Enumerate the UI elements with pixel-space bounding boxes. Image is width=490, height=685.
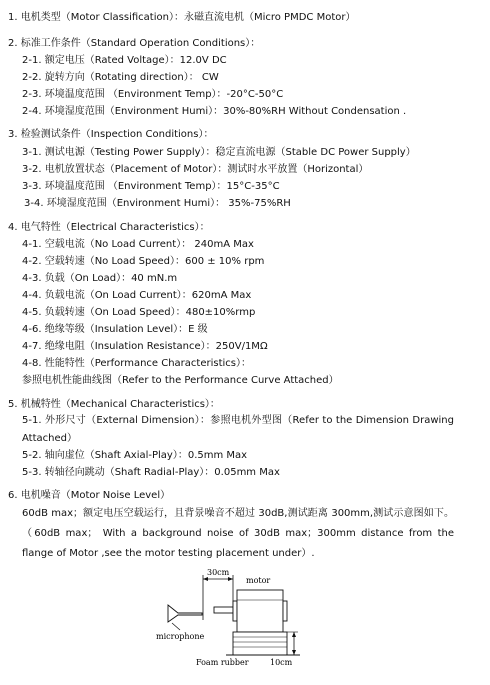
item-4-1: 4-1. 空载电流（No Load Current）： 240mA Max [22, 239, 254, 250]
item-5-1: 5-1. 外形尺寸（External Dimension）：参照电机外型图（Refer to the Dimension Drawing Attached） [22, 415, 454, 444]
motor-label: motor [246, 576, 271, 585]
microphone-label: microphone [156, 632, 205, 641]
section-5-title: 5. 机械特性（Mechanical Characteristics）： [8, 399, 220, 410]
noise-description: 60dB max；额定电压空载运行，且背景噪音不超过 30dB,测试距离 300mm,测试示意图如下。（60dB max； With a background noise of 30dB max；300mm distance from the flange of Motor ,see the motor testing placement under）. [22, 508, 454, 559]
item-3-1: 3-1. 测试电源（Testing Power Supply）：稳定直流电源（Stable DC Power Supply） [22, 147, 416, 158]
item-2-1: 2-1. 额定电压（Rated Voltage）：12.0V DC [22, 55, 227, 66]
arrow-down-icon [292, 650, 296, 655]
section-6-title: 6. 电机噪音（Motor Noise Level） [8, 490, 171, 501]
performance-curve-reference: 参照电机性能曲线图（Refer to the Performance Curve Attached） [22, 375, 339, 386]
microphone-icon [168, 605, 202, 622]
motor-body [237, 590, 283, 632]
item-3-3: 3-3. 环境温度范围 （Environment Temp）：15°C-35°C [22, 181, 280, 192]
arrow-left-icon [203, 577, 208, 581]
noise-test-diagram [0, 565, 490, 685]
section-3-title: 3. 检验测试条件（Inspection Conditions）： [8, 129, 214, 140]
item-3-4: 3-4. 环境湿度范围（Environment Humi）： 35%-75%RH [24, 198, 291, 209]
item-4-6: 4-6. 绝缘等级（Insulation Level）：E 级 [22, 324, 208, 335]
microphone-line [172, 623, 180, 630]
item-4-3: 4-3. 负载（On Load）：40 mN.m [22, 273, 178, 284]
item-3-2: 3-2. 电机放置状态（Placement of Motor）：测试时水平放置（Horizontal） [22, 164, 369, 175]
section-1-title: 1. 电机类型（Motor Classification）：永磁直流电机（Micro PMDC Motor） [8, 12, 356, 23]
foam-label: Foam rubber [196, 658, 249, 667]
item-2-2: 2-2. 旋转方向（Rotating direction）： CW [22, 72, 219, 83]
height-label: 10cm [270, 658, 293, 667]
distance-label: 30cm [207, 568, 230, 577]
section-2-title: 2. 标准工作条件（Standard Operation Conditions）： [8, 38, 261, 49]
arrow-right-icon [228, 577, 233, 581]
motor-end-cap [283, 601, 287, 621]
item-4-4: 4-4. 负载电流（On Load Current）：620mA Max [22, 290, 252, 301]
motor-shaft [214, 607, 233, 613]
item-5-3: 5-3. 转轴径向跳动（Shaft Radial-Play）：0.05mm Max [22, 467, 280, 478]
item-5-2: 5-2. 轴向虚位（Shaft Axial-Play）：0.5mm Max [22, 450, 248, 461]
section-4-title: 4. 电气特性（Electrical Characteristics）： [8, 222, 210, 233]
item-4-2: 4-2. 空载转速（No Load Speed）：600 ± 10% rpm [22, 256, 265, 267]
item-4-5: 4-5. 负载转速（On Load Speed）：480±10%rmp [22, 307, 256, 318]
foam-rubber-block [233, 632, 287, 655]
motor-flange [233, 601, 237, 621]
item-2-4: 2-4. 环境湿度范围（Environment Humi）：30%-80%RH Without Condensation . [22, 106, 407, 117]
item-4-8: 4-8. 性能特性（Performance Characteristics）： [22, 358, 252, 369]
item-2-3: 2-3. 环境温度范围 （Environment Temp）：-20°C-50°C [22, 89, 284, 100]
item-4-7: 4-7. 绝缘电阻（Insulation Resistance）：250V/1MΩ [22, 341, 268, 352]
arrow-up-icon [292, 632, 296, 637]
